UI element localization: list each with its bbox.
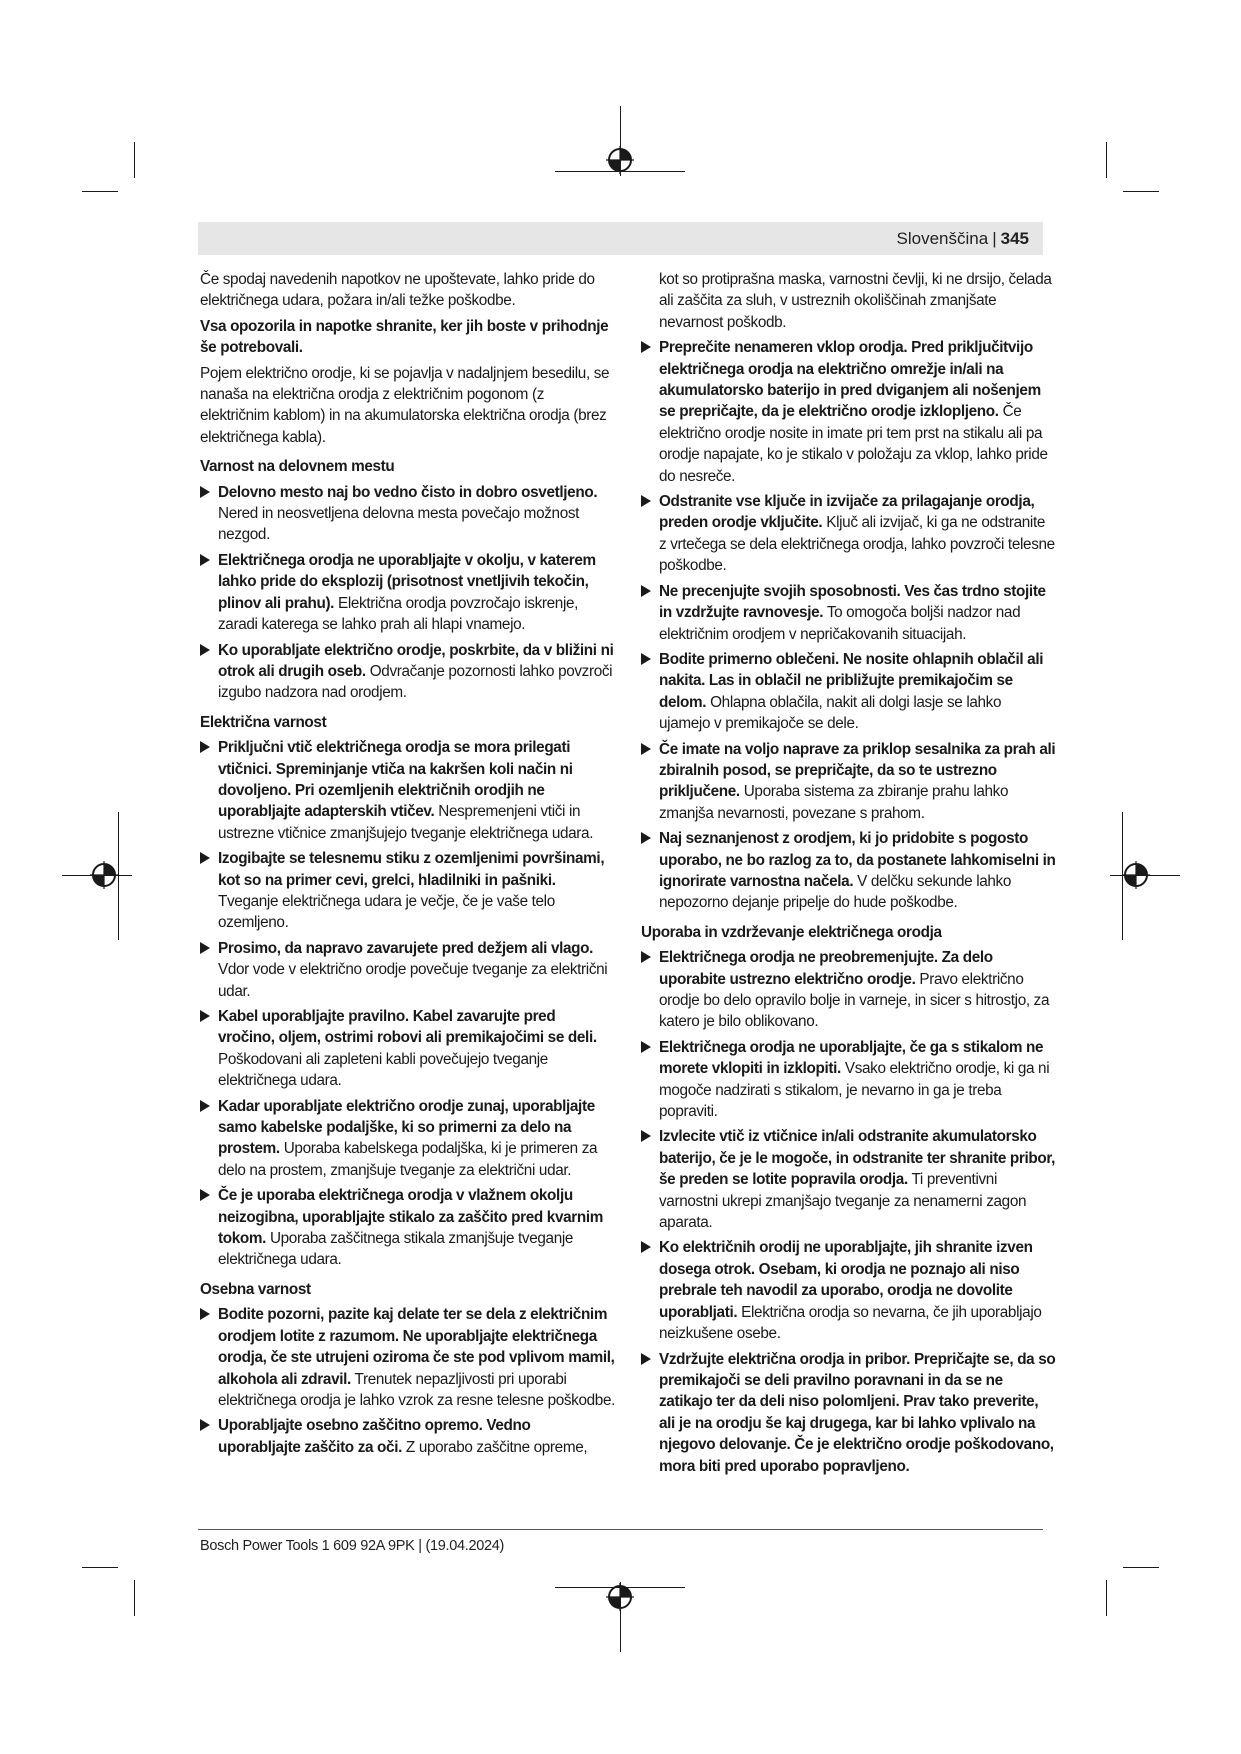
item-text: Odvračanje pozornosti lahko povzroči izgubo nadzora nad orodjem. [218,662,613,702]
crop-mark-top-right-v [1106,142,1107,178]
list-item [641,1349,1056,1477]
item-text: To omogoča boljši nadzor nad električnim orodjem v nepričakovanih situacijah. [659,604,1021,643]
list-item [641,1237,1056,1344]
item-bold-text: Električnega orodja ne uporabljajte, če ga s stikalom ne morete vklopiti in izklopiti. [659,1038,1044,1078]
list-item [200,482,615,546]
item-bold-text: Prosimo, da napravo zavarujete pred dežjem ali vlago. [218,939,594,957]
registration-target-icon [90,861,118,889]
item-bold-text: Kadar uporabljate električno orodje zunaj, uporabljajte samo kabelske podaljške, ki so primerni za delo na prostem. [218,1097,595,1158]
bullet-triangle-icon [641,832,651,844]
item-text: Ti preventivni varnostni ukrepi zmanjšajo tveganje za nenamerni zagon aparata. [659,1171,1027,1232]
list-item [641,828,1056,914]
item-bold-text: Če imate na voljo naprave za priklop sesalnika za prah ali zbiralnih posod, se prepričajte, da so te ustrezno priključene. [659,740,1056,801]
bullet-triangle-icon [641,951,651,963]
item-bold-text: Vzdržujte električna orodja in pribor. Prepričajte se, da so premikajoči se deli pravilno poravnani in da se ne zatikajo ter da deli niso polomljeni. Prav tako preverite, ali je na orodju še kaj drugega, kar bi lahko vplivalo na njegovo delovanje. Če je električno orodje poškodovano, mora biti pred uporabo popravljeno. [659,1350,1056,1475]
registration-target-icon [606,1583,634,1611]
bullet-triangle-icon [641,743,651,755]
crop-mark-bottom-left-h [82,1567,118,1568]
item-bold-text: Če je uporaba električnega orodja v vlažnem okolju neizogibna, uporabljajte stikalo za zaščito pred kvarnim tokom. [218,1187,604,1248]
item-bold-text: Priključni vtič električnega orodja se mora prilegati vtičnici. Spreminjanje vtiča na kakršen koli način ni dovoljeno. Pri ozemljenih električnih orodjih ne uporabljajte adapterskih vtičev. [218,739,573,821]
page-number: 345 [1000,229,1029,248]
continuation-paragraph: kot so protiprašna maska, varnostni čevlji, ki ne drsijo, čelada ali zaščita za sluh, v ustreznih okoliščinah zmanjšate nevarnost poškodb. [659,271,1052,331]
item-bold-text: Odstranite vse ključe in izvijače za prilagajanje orodja, preden orodje vključite. [659,493,1035,532]
item-text: Uporaba kabelskega podaljška, ki je primeren za delo na prostem, zmanjšuje tveganje za električni udar. [218,1140,598,1179]
header-text [897,228,1029,249]
bullet-triangle-icon [641,1241,651,1253]
bullet-triangle-icon [641,653,651,665]
intro-paragraph: Če spodaj navedenih napotkov ne upoštevate, lahko pride do električnega udara, požara in/ali težke poškodbe. [200,271,595,310]
list-item [200,640,615,704]
crop-mark-top-left-h [82,191,118,192]
list-item [200,1304,615,1411]
bullet-triangle-icon [200,1419,210,1431]
item-bold-text: Električnega orodja ne uporabljajte v okolju, v katerem lahko pride do eksplozij (prisotnost vnetljivih tekočin, plinov ali prahu). [218,551,596,612]
item-bold-text: Naj seznanjenost z orodjem, ki jo pridobite s pogosto uporabo, ne bo razlog za to, da postanete lahkomiselni in ignorirate varnostna načela. [659,830,1056,890]
footer-text: Bosch Power Tools 1 609 92A 9PK | (19.04.2024) [200,1538,505,1554]
item-text: Električna orodja povzročajo iskrenje, zaradi katerega se lahko prah ali hlapi vnamejo. [218,594,579,634]
bullet-triangle-icon [641,1353,651,1365]
item-text: Tveganje električnega udara je večje, če je vaše telo ozemljeno. [218,892,555,932]
header-language: Slovenščina [896,229,989,248]
item-bold-text: Ko električnih orodij ne uporabljajte, jih shranite izven dosega otrok. Osebam, ki orodja ne poznajo ali niso prebrale teh navodil za uporabo, orodja ne dovolite uporabljati. [659,1239,1033,1321]
bullet-triangle-icon [200,554,210,566]
crop-mark-top-left-v [134,142,135,178]
item-text: Uporaba sistema za zbiranje prahu lahko zmanjša nevarnosti, povezane s prahom. [659,783,1009,822]
bullet-triangle-icon [200,486,210,498]
item-text: Uporaba zaščitnega stikala zmanjšuje tveganje električnega udara. [218,1230,574,1269]
list-item [641,1037,1056,1123]
list-item [641,1126,1056,1233]
list-item [200,848,615,934]
item-text: Vsako električno orodje, ki ga ni mogoče nadzirati s stikalom, je nevarno in ga je treba popraviti. [659,1060,1050,1121]
item-text: V delčku sekunde lahko nepozorno dejanje pripelje do hude poškodbe. [659,872,1012,912]
section-heading: Električna varnost [200,713,327,731]
left-column [200,269,615,1462]
bullet-triangle-icon [200,852,210,864]
list-item [200,1415,615,1458]
list-item [641,947,1056,1033]
list-item [200,1096,615,1182]
item-text: Pravo električno orodje bo delo opravilo bolje in varneje, in sicer s hitrostjo, za katero je bilo oblikovano. [659,970,1050,1031]
item-text: Ključ ali izvijač, ki ga ne odstranite z vrtečega se dela električnega orodja, lahko povzroči telesne poškodbe. [659,514,1055,575]
crop-mark-bottom-right-h [1123,1567,1159,1568]
bullet-triangle-icon [641,341,651,353]
bullet-triangle-icon [641,585,651,597]
list-item [200,1185,615,1271]
section-heading: Varnost na delovnem mestu [200,458,395,476]
list-item [641,649,1056,735]
bullet-triangle-icon [641,495,651,507]
bullet-triangle-icon [200,1189,210,1201]
item-text: Trenutek nepazljivosti pri uporabi električnega orodja je lahko vzrok za resne telesne poškodbe. [218,1370,616,1409]
item-text: Ohlapna oblačila, nakit ali dolgi lasje se lahko ujamejo v premikajoče se dele. [659,693,1002,733]
crop-mark-bottom-left-v [134,1580,135,1616]
item-bold-text: Izogibajte se telesnemu stiku z ozemljenimi površinami, kot so na primer cevi, grelci, hladilniki in pašniki. [218,850,605,889]
item-text: Poškodovani ali zapleteni kabli povečujejo tveganje električnega udara. [218,1050,548,1090]
item-bold-text: Delovno mesto naj bo vedno čisto in dobro osvetljeno. [218,483,598,501]
item-text: Vdor vode v električno orodje povečuje tveganje za električni udar. [218,961,608,1000]
header-separator: | [992,229,997,248]
section-heading: Uporaba in vzdrževanje električnega orodja [641,923,942,941]
item-bold-text: Ne precenjujte svojih sposobnosti. Ves čas trdno stojite in vzdržujte ravnovesje. [659,582,1046,622]
item-text: Električna orodja so nevarna, če jih uporabljajo neizkušene osebe. [659,1303,1042,1343]
item-bold-text: Uporabljajte osebno zaščitno opremo. Vedno uporabljajte zaščito za oči. [218,1417,531,1456]
bullet-triangle-icon [200,1100,210,1112]
list-item [641,337,1056,487]
item-bold-text: Bodite pozorni, pazite kaj delate ter se dela z električnim orodjem lotite z razumom. Ne uporabljajte električnega orodja, če ste utrujeni oziroma če ste pod vplivom mamil, alkohola ali zdravil. [218,1306,615,1388]
right-column [641,269,1056,1481]
intro-bold-paragraph: Vsa opozorila in napotke shranite, ker jih boste v prihodnje še potrebovali. [200,317,609,357]
list-item [641,491,1056,577]
list-item [200,737,615,844]
list-item [641,739,1056,825]
bullet-triangle-icon [200,942,210,954]
bullet-triangle-icon [200,1010,210,1022]
item-bold-text: Bodite primerno oblečeni. Ne nosite ohlapnih oblačil ali nakita. Las in oblačil ne približujte premikajočim se delom. [659,650,1044,711]
reg-mark-left-vline [118,812,119,940]
crop-mark-bottom-right-v [1106,1580,1107,1616]
list-item [200,1006,615,1092]
bullet-triangle-icon [200,741,210,753]
bullet-triangle-icon [200,644,210,656]
section-heading: Osebna varnost [200,1280,311,1298]
item-bold-text: Kabel uporabljajte pravilno. Kabel zavarujte pred vročino, oljem, ostrimi robovi ali premikajočimi se deli. [218,1008,597,1047]
item-text: Če električno orodje nosite in imate pri tem prst na stikalu ali pa orodje napajate, ko je stikalo v položaju za vklop, lahko pride do nesreče. [659,403,1048,485]
intro-paragraph: Pojem električno orodje, ki se pojavlja v nadaljnjem besedilu, se nanaša na električna orodja z električnim pogonom (z električnim kablom) in na akumulatorska električna orodja (brez električnega kabla). [200,364,610,446]
item-text: Z uporabo zaščitne opreme, [405,1438,588,1456]
crop-mark-top-right-h [1123,191,1159,192]
bullet-triangle-icon [641,1041,651,1053]
item-bold-text: Električnega orodja ne preobremenjujte. Za delo uporabite ustrezno električno orodje. [659,949,993,988]
page-header [198,222,1043,255]
bullet-triangle-icon [641,1130,651,1142]
footer-divider [198,1529,1043,1530]
bullet-triangle-icon [200,1308,210,1320]
item-text: Nespremenjeni vtiči in ustrezne vtičnice zmanjšujejo tveganje električnega udara. [218,803,594,842]
item-bold-text: Izvlecite vtič iz vtičnice in/ali odstranite akumulatorsko baterijo, če je le mogoče, in odstranite ter shranite pribor, še preden se lotite popravila orodja. [659,1128,1056,1189]
list-item [641,581,1056,645]
item-bold-text: Ko uporabljate električno orodje, poskrbite, da v bližini ni otrok ali drugih oseb. [218,641,614,680]
registration-target-icon [1122,861,1150,889]
list-item [200,938,615,1002]
item-bold-text: Preprečite nenameren vklop orodja. Pred priključitvijo električnega orodja na električno omrežje in/ali na akumulatorsko baterijo in pred dviganjem ali nošenjem se prepričajte, da je električno orodje izklopljeno. [659,339,1041,421]
registration-target-icon [606,146,634,174]
list-item [200,550,615,636]
item-text: Nered in neosvetljena delovna mesta povečajo možnost nezgod. [218,505,580,544]
